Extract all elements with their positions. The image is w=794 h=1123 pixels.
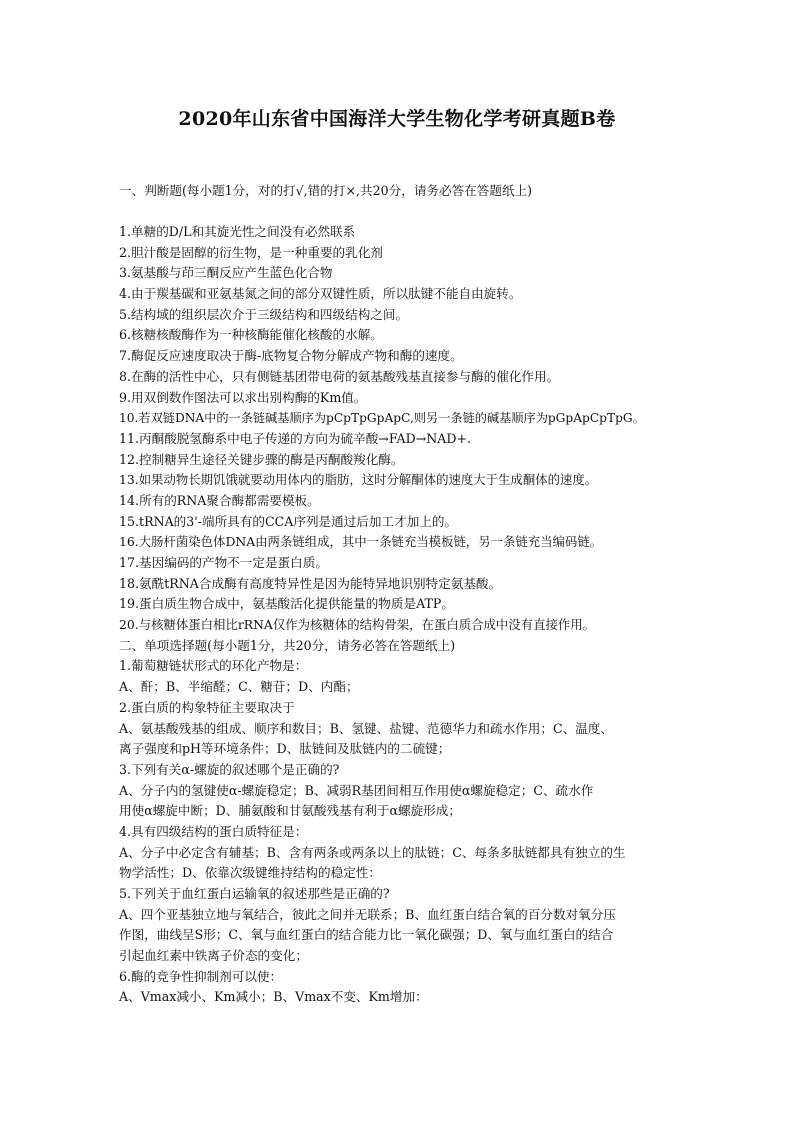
question-line: 5.下列关于血红蛋白运输氧的叙述那些是正确的? bbox=[119, 886, 390, 901]
question-line: A、Vmax减小、Km减小；B、Vmax不变、Km增加： bbox=[119, 989, 428, 1005]
list-item: 13.如果动物长期饥饿就要动用体内的脂肪，这时分解酮体的速度大于生成酮体的速度。 bbox=[119, 472, 598, 488]
list-item: 7.酶促反应速度取决于酶-底物复合物分解成产物和酶的速度。 bbox=[119, 348, 463, 364]
question-line: 3.下列有关α-螺旋的叙述哪个是正确的? bbox=[119, 761, 340, 777]
question-line: 离子强度和pH等环境条件；D、肽链间及肽链内的二硫键； bbox=[119, 741, 451, 757]
list-item: 4.由于羰基碳和亚氨基氮之间的部分双键性质，所以肽键不能自由旋转。 bbox=[119, 286, 522, 302]
list-item: 12.控制糖异生途径关键步骤的酶是丙酮酸羧化酶。 bbox=[119, 451, 404, 467]
list-item: 9.用双倒数作图法可以求出别构酶的Km值。 bbox=[119, 389, 367, 405]
question-line: A、分子内的氢键使α-螺旋稳定；B、减弱R基团间相互作用使α螺旋稳定；C、疏水作 bbox=[119, 782, 594, 798]
question-line: 引起血红素中铁离子价态的变化； bbox=[119, 948, 308, 964]
list-item: 5.结构域的组织层次介于三级结构和四级结构之间。 bbox=[119, 306, 409, 322]
list-item: 10.若双链DNA中的一条链碱基顺序为pCpTpGpApC,则另一条链的碱基顺序为pGpApCpTpG。 bbox=[119, 411, 645, 426]
question-line: 用使α螺旋中断；D、脯氨酸和甘氨酸残基有利于α螺旋形成； bbox=[119, 803, 461, 819]
question-line: A、分子中必定含有辅基；B、含有两条或两条以上的肽链；C、每条多肽链都具有独立的生 bbox=[119, 844, 626, 860]
question-line: 物学活性；D、依靠次级键维持结构的稳定性： bbox=[119, 865, 381, 881]
list-item: 19.蛋白质生物合成中，氨基酸活化提供能量的物质是ATP。 bbox=[119, 596, 454, 612]
question-line: 1.葡萄糖链状形式的环化产物是： bbox=[119, 658, 308, 674]
true-false-list bbox=[119, 222, 679, 1008]
list-item: 15.tRNA的3'-端所具有的CCA序列是通过后加工才加上的。 bbox=[119, 513, 458, 529]
question-line: A、氨基酸残基的组成、顺序和数目；B、氢键、盐键、范德华力和疏水作用；C、温度、 bbox=[119, 720, 613, 736]
list-item: 6.核糖核酸酶作为一种核酶能催化核酸的水解。 bbox=[119, 327, 383, 343]
list-item: 17.基因编码的产物不一定是蛋白质。 bbox=[119, 555, 328, 570]
list-item: 8.在酶的活性中心，只有侧链基团带电荷的氨基酸残基直接参与酶的催化作用。 bbox=[119, 368, 560, 384]
question-line: A、酐；B、半缩醛；C、糖苷；D、内酯； bbox=[119, 679, 359, 695]
question-line: A、四个亚基独立地与氧结合，彼此之间并无联系；B、血红蛋白结合氧的百分数对氧分压 bbox=[119, 906, 616, 922]
question-line: 6.酶的竞争性抑制剂可以使： bbox=[119, 968, 283, 984]
question-line: 作图，曲线呈S形；C、氧与血红蛋白的结合能力比一氧化碳强；D、氧与血红蛋白的结合 bbox=[119, 927, 614, 943]
list-item: 14.所有的RNA聚合酶都需要模板。 bbox=[119, 492, 320, 508]
section2-heading: 二、单项选择题(每小题1分，共20分，请务必答在答题纸上) bbox=[119, 637, 456, 653]
list-item: 2.胆汁酸是固醇的衍生物，是一种重要的乳化剂 bbox=[119, 244, 383, 260]
list-item: 3.氨基酸与茚三酮反应产生蓝色化合物 bbox=[119, 265, 333, 281]
list-item: 20.与核糖体蛋白相比rRNA仅作为核糖体的结构骨架，在蛋白质合成中没有直接作用。 bbox=[119, 617, 596, 633]
list-item: 18.氨酰tRNA合成酶有高度特异性是因为能特异地识别特定氨基酸。 bbox=[119, 575, 502, 591]
list-item: 11.丙酮酸脱氢酶系中电子传递的方向为硫辛酸→FAD→NAD+. bbox=[119, 430, 472, 446]
question-line: 2.蛋白质的构象特征主要取决于 bbox=[119, 699, 295, 715]
list-item: 16.大肠杆菌染色体DNA由两条链组成，其中一条链充当模板链，另一条链充当编码链。 bbox=[119, 534, 603, 550]
question-line: 4.具有四级结构的蛋白质特征是： bbox=[119, 823, 308, 839]
section1-heading: 一、判断题(每小题1分，对的打√,错的打×,共20分，请务必答在答题纸上) bbox=[119, 183, 533, 198]
list-item: 1.单糖的D/L和其旋光性之间没有必然联系 bbox=[119, 224, 356, 239]
page-title: 2020年山东省中国海洋大学生物化学考研真题B卷 bbox=[178, 108, 616, 130]
